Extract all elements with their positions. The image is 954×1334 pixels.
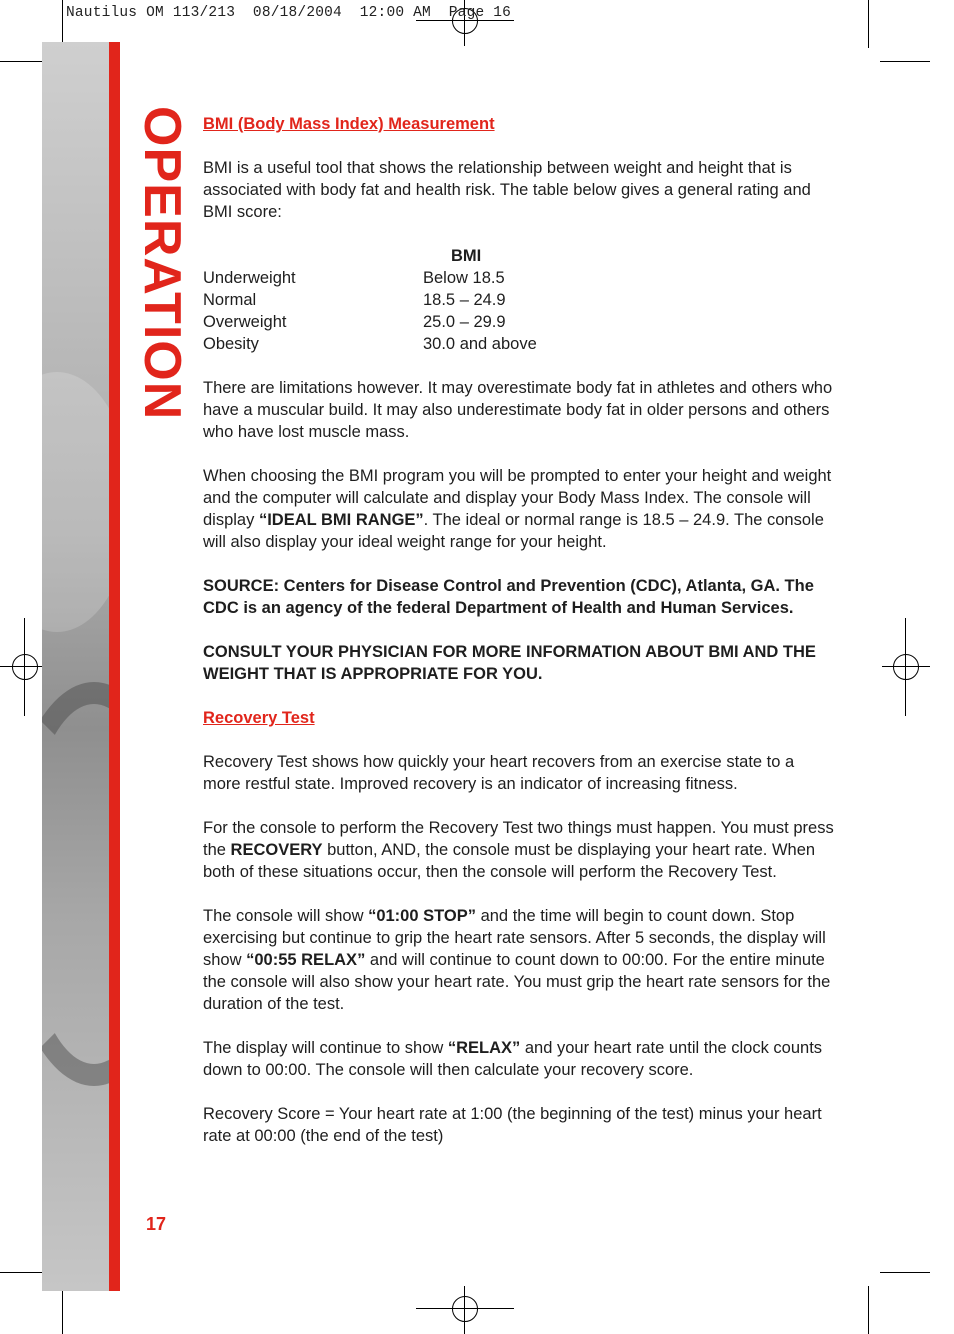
bmi-table-row xyxy=(203,333,835,355)
bmi-table-header: BMI xyxy=(451,247,482,265)
recovery-button-label: RECOVERY xyxy=(230,841,323,859)
bmi-table xyxy=(203,245,835,355)
recovery-intro: Recovery Test shows how quickly your heart recovers from an exercise state to a more restful state. Improved recovery is an indicator of increasing fitness. xyxy=(203,753,795,793)
recovery-heading: Recovery Test xyxy=(203,709,315,727)
ideal-bmi-range-label: “IDEAL BMI RANGE” xyxy=(258,511,424,529)
relax-display-label: “00:55 RELAX” xyxy=(246,951,366,969)
relax-label: “RELAX” xyxy=(447,1039,521,1057)
bmi-score: Below 18.5 xyxy=(423,269,505,287)
bmi-limitations: There are limitations however. It may overestimate body fat in athletes and others who have a muscular build. It may also underestimate body fat in older persons and others who have lost muscle mass. xyxy=(203,379,833,441)
bmi-program-text-part: . The ideal or normal range is 18.5 – 24.9. The console will also display your ideal weight range for your height. xyxy=(203,511,824,551)
bmi-score: 25.0 – 29.9 xyxy=(423,313,506,331)
sidebar-highlight xyxy=(42,372,109,632)
bmi-source: SOURCE: Centers for Disease Control and Prevention (CDC), Atlanta, GA. The CDC is an agency of the federal Department of Health and Human Services. xyxy=(203,577,814,617)
recovery-show-part: and will continue to count down to 00:00. For the entire minute the console will also show your heart rate. You must grip the heart rate sensors for the duration of the test. xyxy=(203,951,831,1013)
bmi-table-row xyxy=(203,289,835,311)
bmi-intro: BMI is a useful tool that shows the relationship between weight and height that is associated with body fat and health risk. The table below gives a general rating and BMI score: xyxy=(203,159,811,221)
recovery-perform-part: button, AND, the console must be displaying your heart rate. When both of these situations occur, then the console will perform the Recovery Test. xyxy=(203,841,816,881)
recovery-score: Recovery Score = Your heart rate at 1:00 (the beginning of the test) minus your heart rate at 00:00 (the end of the test) xyxy=(203,1105,822,1145)
recovery-relax-part: The display will continue to show xyxy=(203,1039,448,1057)
sidebar-swirl xyxy=(42,682,109,1086)
sidebar-decoration xyxy=(42,42,109,1291)
bmi-rating: Normal xyxy=(203,291,257,309)
bmi-rating: Obesity xyxy=(203,335,259,353)
print-slug: Nautilus OM 113/213 08/18/2004 12:00 AM Page 16 xyxy=(66,5,512,21)
registration-mark xyxy=(12,654,38,680)
crop-mark xyxy=(0,1272,48,1273)
bmi-rating: Underweight xyxy=(203,269,296,287)
bmi-program-text-part: When choosing the BMI program you will be prompted to enter your height and weight and the computer will calculate and display your Body Mass Index. The console will display xyxy=(203,467,832,529)
crop-mark xyxy=(868,1286,869,1334)
crop-mark xyxy=(62,1286,63,1334)
page-number: 17 xyxy=(146,1214,167,1234)
bmi-heading: BMI (Body Mass Index) Measurement xyxy=(203,115,495,133)
crop-mark xyxy=(0,61,48,62)
registration-mark xyxy=(452,1296,478,1322)
recovery-show-part: and the time will begin to count down. Stop exercising but continue to grip the heart rate sensors. After 5 seconds, the display will show xyxy=(203,907,826,969)
crop-mark xyxy=(880,61,930,62)
stop-display-label: “01:00 STOP” xyxy=(368,907,476,925)
recovery-show xyxy=(203,905,835,1015)
bmi-score: 30.0 and above xyxy=(423,335,537,353)
bmi-program-text xyxy=(203,465,835,553)
section-title: OPERATION xyxy=(133,106,191,421)
recovery-relax xyxy=(203,1037,835,1081)
bmi-table-row xyxy=(203,267,835,289)
main-content xyxy=(203,113,835,1169)
recovery-perform xyxy=(203,817,835,883)
crop-mark xyxy=(868,0,869,48)
recovery-show-part: The console will show xyxy=(203,907,369,925)
crop-mark xyxy=(880,1272,930,1273)
crop-mark xyxy=(62,0,63,48)
sidebar-accent-bar xyxy=(109,42,120,1291)
bmi-table-row xyxy=(203,311,835,333)
recovery-perform-part: For the console to perform the Recovery Test two things must happen. You must press the xyxy=(203,819,834,859)
bmi-score: 18.5 – 24.9 xyxy=(423,291,506,309)
registration-mark xyxy=(893,654,919,680)
recovery-relax-part: and your heart rate until the clock counts down to 00:00. The console will then calculate your recovery score. xyxy=(203,1039,823,1079)
bmi-consult-warning: CONSULT YOUR PHYSICIAN FOR MORE INFORMATION ABOUT BMI AND THE WEIGHT THAT IS APPROPRIATE FOR YOU. xyxy=(203,643,816,683)
bmi-rating: Overweight xyxy=(203,313,287,331)
